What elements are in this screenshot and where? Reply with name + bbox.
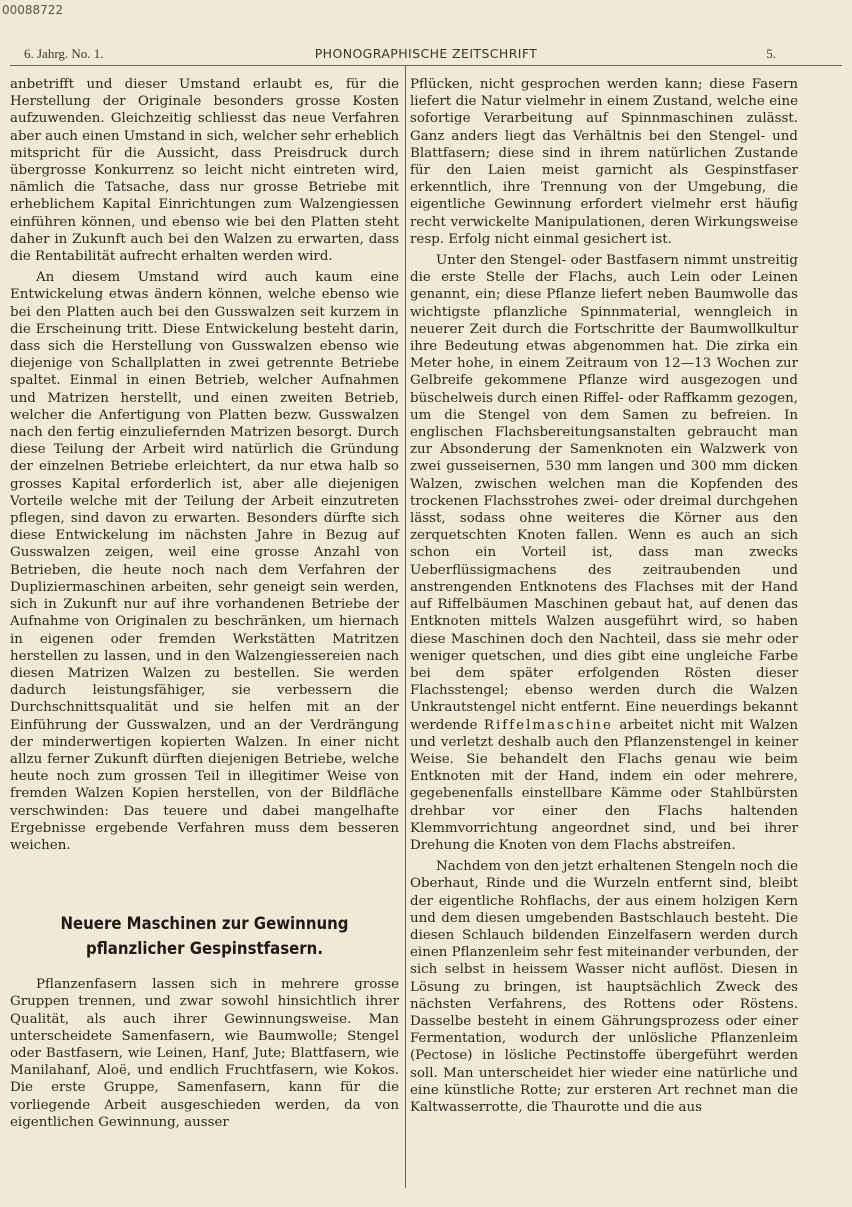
header-rule — [10, 65, 842, 66]
right-column — [410, 76, 798, 1116]
spaced-term: Riffelmaschine — [483, 717, 613, 733]
page-number: 5. — [766, 46, 776, 61]
journal-title: PHONOGRAPHISCHE ZEITSCHRIFT — [314, 46, 538, 61]
column-divider — [405, 66, 406, 1188]
scan-id: 00088722 — [2, 3, 64, 17]
paragraph: An diesem Umstand wird auch kaum eine Entwickelung etwas ändern können, welche ebenso wie bei den Platten auch bei den Gusswalzen seit kurzem in die Erscheinung tritt. Diese Entwickelung besteht darin, dass sich die Herstellung von Gusswalzen ebenso wie diejenige von Schallplatten in zwei getrennte Betriebe spaltet. Einmal in einen Betrieb, welcher Aufnahmen und Matrizen herstellt, und einen zweiten Betrieb, welcher die Anfertigung von Platten bezw. Gusswalzen nach den fertig einzuliefernden Matrizen besorgt. Durch diese Teilung der Arbeit wird natürlich die Gründung der einzelnen Betriebe erleichtert, da nur etwa halb so grosses Kapital erforderlich ist, aber alle diejenigen Vorteile welche mit der Teilung der Arbeit einzutreten pflegen, sind davon zu erwarten. Besonders dürfte sich diese Entwickelung im nächsten Jahre in Bezug auf Gusswalzen zeigen, weil eine grosse Anzahl von Betrieben, die heute noch nach dem Verfahren der Dupliziermaschinen arbeiten, sehr geneigt sein werden, sich in Zukunft nur auf ihre vorhandenen Betriebe der Aufnahme von Originalen zu beschränken, um hiernach in eigenen oder fremden Werkstätten Matritzen herstellen zu lassen, und in den Walzengiessereien nach diesen Matrizen Walzen zu bestellen. Sie werden dadurch leistungsfähiger, sie verbessern die Durchschnittsqualität und sie helfen mit an der Einführung der Gusswalzen, und an der Verdrängung der minderwertigen kopierten Walzen. In einer nicht allzu ferner Zukunft dürften diejenigen Betriebe, welche heute noch zum grossen Teil in illegitimer Weise von fremden Walzen Kopien herstellen, von der Bildfläche verschwinden: Das teuere und dabei mangelhafte Ergebnisse ergebende Verfahren muss dem besseren weichen. — [10, 270, 399, 853]
paragraph — [410, 252, 798, 854]
text-run: Unter den Stengel- oder Bastfasern nimmt unstreitig die erste Stelle der Flachs, auch Lein oder Leinen genannt, ein; diese Pflanze liefert neben Baumwolle das wichtigste pflanzliche Spinnmaterial, wenngleich in neuerer Zeit durch die Fortschritte der Baumwollkultur ihre Bedeutung etwas abgenommen hat. Die zirka ein Meter hohe, in einem Zeitraum von 12—13 Wochen zur Gelbreife gekommene Pflanze wird ausgezogen und büschelweis durch einen Riffel- oder Raffkamm gezogen, um die Stengel von dem Samen zu befreien. In englischen Flachsbereitungsanstalten gebraucht man zur Absonderung der Samenknoten ein Walzwerk von zwei gusseisernen, 530 mm langen und 300 mm dicken Walzen, zwischen welchen man die Kopfenden des trockenen Flachsstrohes zwei- oder dreimal durchgehen lässt, sodass ohne weiteres die Körner aus den zerquetschten Knoten fallen. Wenn es auch an sich schon ein Vorteil ist, dass man zwecks Ueberflüssigmachens des zeitraubenden und anstrengenden Entknotens des Flachses mit der Hand auf Riffelbäumen Maschinen gebaut hat, auf denen das Entknoten mittels Walzen ausgeführt wird, so haben diese Maschinen doch den Nachteil, dass sie mehr oder weniger quetschen, und dies gibt eine ungleiche Farbe bei dem später erfolgenden Rösten dieser Flachsstengel; ebenso werden durch die Walzen Unkrautstengel nicht entfernt. Eine neuerdings bekannt werdende — [410, 253, 798, 733]
running-head — [14, 44, 838, 64]
article-heading: Neuere Maschinen zur Gewinnung pflanzlicher Gespinstfasern. — [60, 914, 349, 960]
volume-issue: 6. Jahrg. No. 1. — [24, 46, 104, 61]
text-run: arbeitet nicht mit Walzen und verletzt deshalb auch den Pflanzenstengel in keiner Weise. Sie behandelt den Flachs genau wie beim Entknoten mit der Hand, indem ein oder mehrere, gegebenenfalls einstellbare Kämme oder Stahlbürsten drehbar vor einer den Flachs haltenden Klemmvorrichtung angeordnet sind, und bei ihrer Drehung die Knoten von dem Flachs abstreifen. — [410, 717, 798, 853]
paragraph: anbetrifft und dieser Umstand erlaubt es, für die Herstellung der Originale besonders grosse Kosten aufzuwenden. Gleichzeitig schliesst das neue Verfahren aber auch einen Umstand in sich, welcher sehr erheblich mitspricht für die Aussicht, dass Preisdruck durch übergrosse Konkurrenz so leicht nicht eintreten wird, nämlich die Tatsache, dass nur grosse Betriebe mit erheblichem Kapital Einrichtungen zum Walzengiessen einführen können, und ebenso wie bei den Platten steht daher in Zukunft auch bei den Walzen zu erwarten, dass die Rentabilität aufrecht erhalten werden wird. — [10, 77, 399, 265]
paragraph: Nachdem von den jetzt erhaltenen Stengeln noch die Oberhaut, Rinde und die Wurzeln entfernt sind, bleibt der eigentliche Rohflachs, der aus einem holzigen Kern und dem diesen umgebenden Bastschlauch besteht. Die diesen Schlauch bildenden Einzelfasern werden durch einen Pflanzenleim sehr fest miteinander verbunden, der sich selbst in heissem Wasser nicht auflöst. Diesen in Lösung zu bringen, ist hauptsächlich Zweck des nächsten Verfahrens, des Rottens oder Röstens. Dasselbe besteht in einem Gährungsprozess oder einer Fermentation, wodurch der unlösliche Pflanzenleim (Pectose) in lösliche Pectinstoffe übergeführt werden soll. Man unterscheidet hier wieder eine natürliche und eine künstliche Rotte; zur ersteren Art rechnet man die Kaltwasserrotte, die Thaurotte und die aus — [410, 859, 798, 1115]
paragraph: Pflücken, nicht gesprochen werden kann; diese Fasern liefert die Natur vielmehr in einem Zustand, welche eine sofortige Verarbeitung auf Spinnmaschinen zulässt. Ganz anders liegt das Verhältnis bei den Stengel- und Blattfasern; diese sind in ihrem natürlichen Zustande für den Laien meist garnicht als Gespinstfaser erkenntlich, ihre Trennung von der Umgebung, die eigentliche Gewinnung erfordert vielmehr erst häufig recht verwickelte Manipulationen, deren Wirkungsweise resp. Erfolg nicht einmal gesichert ist. — [410, 77, 798, 247]
left-column — [10, 76, 399, 1131]
paragraph: Pflanzenfasern lassen sich in mehrere grosse Gruppen trennen, und zwar sowohl hinsichtlich ihrer Qualität, als auch ihrer Gewinnungsweise. Man unterscheidete Samenfasern, wie Baumwolle; Stengel oder Bastfasern, wie Leinen, Hanf, Jute; Blattfasern, wie Manilahanf, Aloë, und endlich Fruchtfasern, wie Kokos. Die erste Gruppe, Samenfasern, kann für die vorliegende Arbeit ausgeschieden werden, da von eigentlichen Gewinnung, ausser — [10, 977, 399, 1130]
